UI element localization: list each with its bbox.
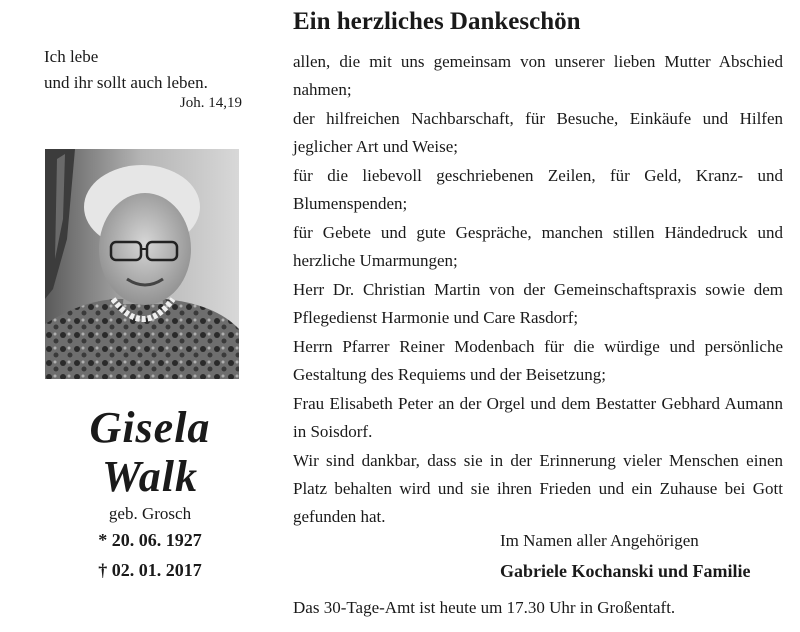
signature-intro: Im Namen aller Angehörigen [500, 531, 699, 550]
thanks-paragraph: allen, die mit uns gemeinsam von unserer lieben Mutter Abschied nahmen; [293, 52, 783, 99]
bible-verse [44, 44, 208, 96]
thanks-heading: Ein herzliches Dankeschön [293, 8, 581, 35]
left-column [0, 0, 270, 632]
thanks-paragraph: Herrn Pfarrer Reiner Modenbach für die würdige und persönliche Gestaltung des Requiems und der Beisetzung; [293, 337, 783, 384]
birth-date: * 20. 06. 1927 [98, 530, 202, 550]
signature-name: Gabriele Kochanski und Familie [500, 561, 751, 581]
thanks-paragraph: Herr Dr. Christian Martin von der Gemeinschaftspraxis sowie dem Pflegedienst Harmonie und Care Rasdorf; [293, 280, 783, 327]
verse-line-2: und ihr sollt auch leben. [44, 73, 208, 92]
verse-line-1: Ich lebe [44, 47, 99, 66]
deceased-last-name: Walk [101, 452, 199, 501]
thanks-paragraph: Frau Elisabeth Peter an der Orgel und dem Bestatter Gebhard Aumann in Soisdorf. [293, 394, 783, 441]
portrait-photo [45, 149, 239, 379]
thanks-paragraph: für Gebete und gute Gespräche, manchen stillen Händedruck und herzliche Umarmungen; [293, 223, 783, 270]
death-date: † 02. 01. 2017 [98, 560, 202, 580]
thanks-paragraph: für die liebevoll geschriebenen Zeilen, für Geld, Kranz- und Blumenspenden; [293, 166, 783, 213]
thanks-paragraph: Wir sind dankbar, dass sie in der Erinnerung vieler Menschen einen Platz behalten wird und sie ihren Frieden und ein Zuhause bei Gott gefunden hat. [293, 451, 783, 526]
verse-reference: Joh. 14,19 [179, 95, 242, 111]
thanks-paragraph: der hilfreichen Nachbarschaft, für Besuche, Einkäufe und Hilfen jeglicher Art und Weise; [293, 109, 783, 156]
born-name: geb. Grosch [108, 504, 192, 523]
mass-announcement: Das 30-Tage-Amt ist heute um 17.30 Uhr in Großentaft. [293, 598, 676, 617]
deceased-first-name: Gisela [89, 403, 211, 452]
